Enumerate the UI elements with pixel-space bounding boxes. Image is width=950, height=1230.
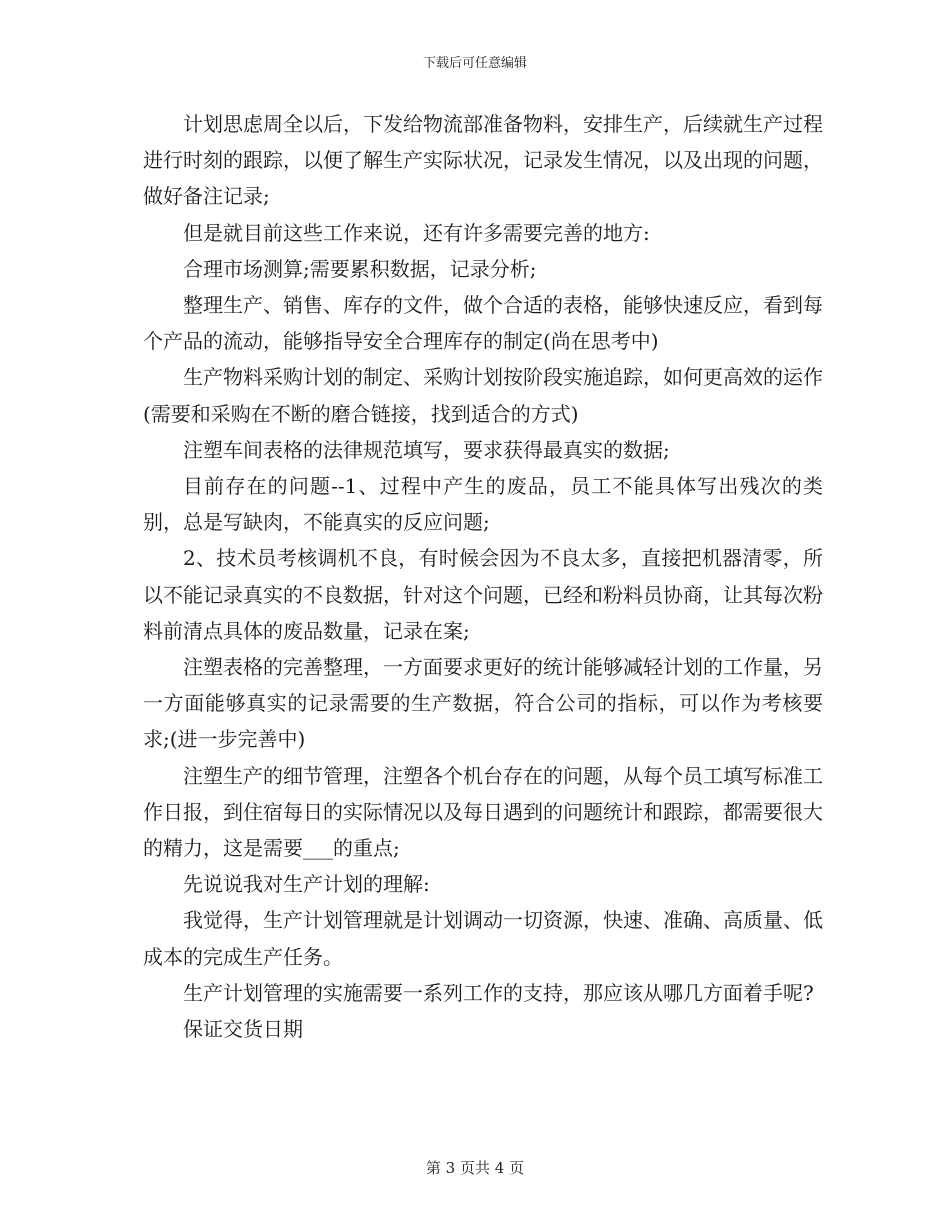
paragraph: 目前存在的问题--1、过程中产生的废品，员工不能具体写出残次的类别，总是写缺肉，不能真实的反应问题; bbox=[143, 474, 823, 535]
paragraph: 计划思虑周全以后，下发给物流部准备物料，安排生产，后续就生产过程进行时刻的跟踪，以便了解生产实际状况，记录发生情况，以及出现的问题，做好备注记录; bbox=[143, 112, 823, 209]
paragraph: 注塑车间表格的法律规范填写，要求获得最真实的数据; bbox=[183, 437, 670, 462]
document-body bbox=[143, 106, 823, 1047]
paragraph: 注塑表格的完善整理，一方面要求更好的统计能够减轻计划的工作量，另一方面能够真实的记录需要的生产数据，符合公司的指标，可以作为考核要求;(进一步完善中) bbox=[143, 655, 823, 752]
page-footer: 第 3 页共 4 页 bbox=[425, 1159, 525, 1177]
paragraph: 先说说我对生产计划的理解: bbox=[183, 872, 430, 897]
paragraph: 保证交货日期 bbox=[183, 1017, 303, 1042]
paragraph: 合理市场测算;需要累积数据，记录分析; bbox=[183, 256, 537, 281]
paragraph: 我觉得，生产计划管理就是计划调动一切资源，快速、准确、高质量、低成本的完成生产任务。 bbox=[143, 908, 823, 969]
paragraph: 注塑生产的细节管理，注塑各个机台存在的问题，从每个员工填写标准工作日报，到住宿每日的实际情况以及每日遇到的问题统计和跟踪，都需要很大的精力，这是需要___的重点; bbox=[143, 763, 823, 861]
paragraph: 生产物料采购计划的制定、采购计划按阶段实施追踪，如何更高效的运作(需要和采购在不断的磨合链接，找到适合的方式) bbox=[143, 365, 823, 426]
paragraph: 生产计划管理的实施需要一系列工作的支持，那应该从哪几方面着手呢? bbox=[183, 980, 814, 1005]
paragraph: 2、技术员考核调机不良，有时候会因为不良太多，直接把机器清零，所以不能记录真实的不良数据，针对这个问题，已经和粉料员协商，让其每次粉料前清点具体的废品数量，记录在案; bbox=[143, 546, 823, 643]
page-header: 下载后可任意编辑 bbox=[422, 56, 527, 71]
paragraph: 整理生产、销售、库存的文件，做个合适的表格，能够快速反应，看到每个产品的流动，能够指导安全合理库存的制定(尚在思考中) bbox=[143, 293, 823, 354]
paragraph: 但是就目前这些工作来说，还有许多需要完善的地方: bbox=[183, 220, 650, 245]
